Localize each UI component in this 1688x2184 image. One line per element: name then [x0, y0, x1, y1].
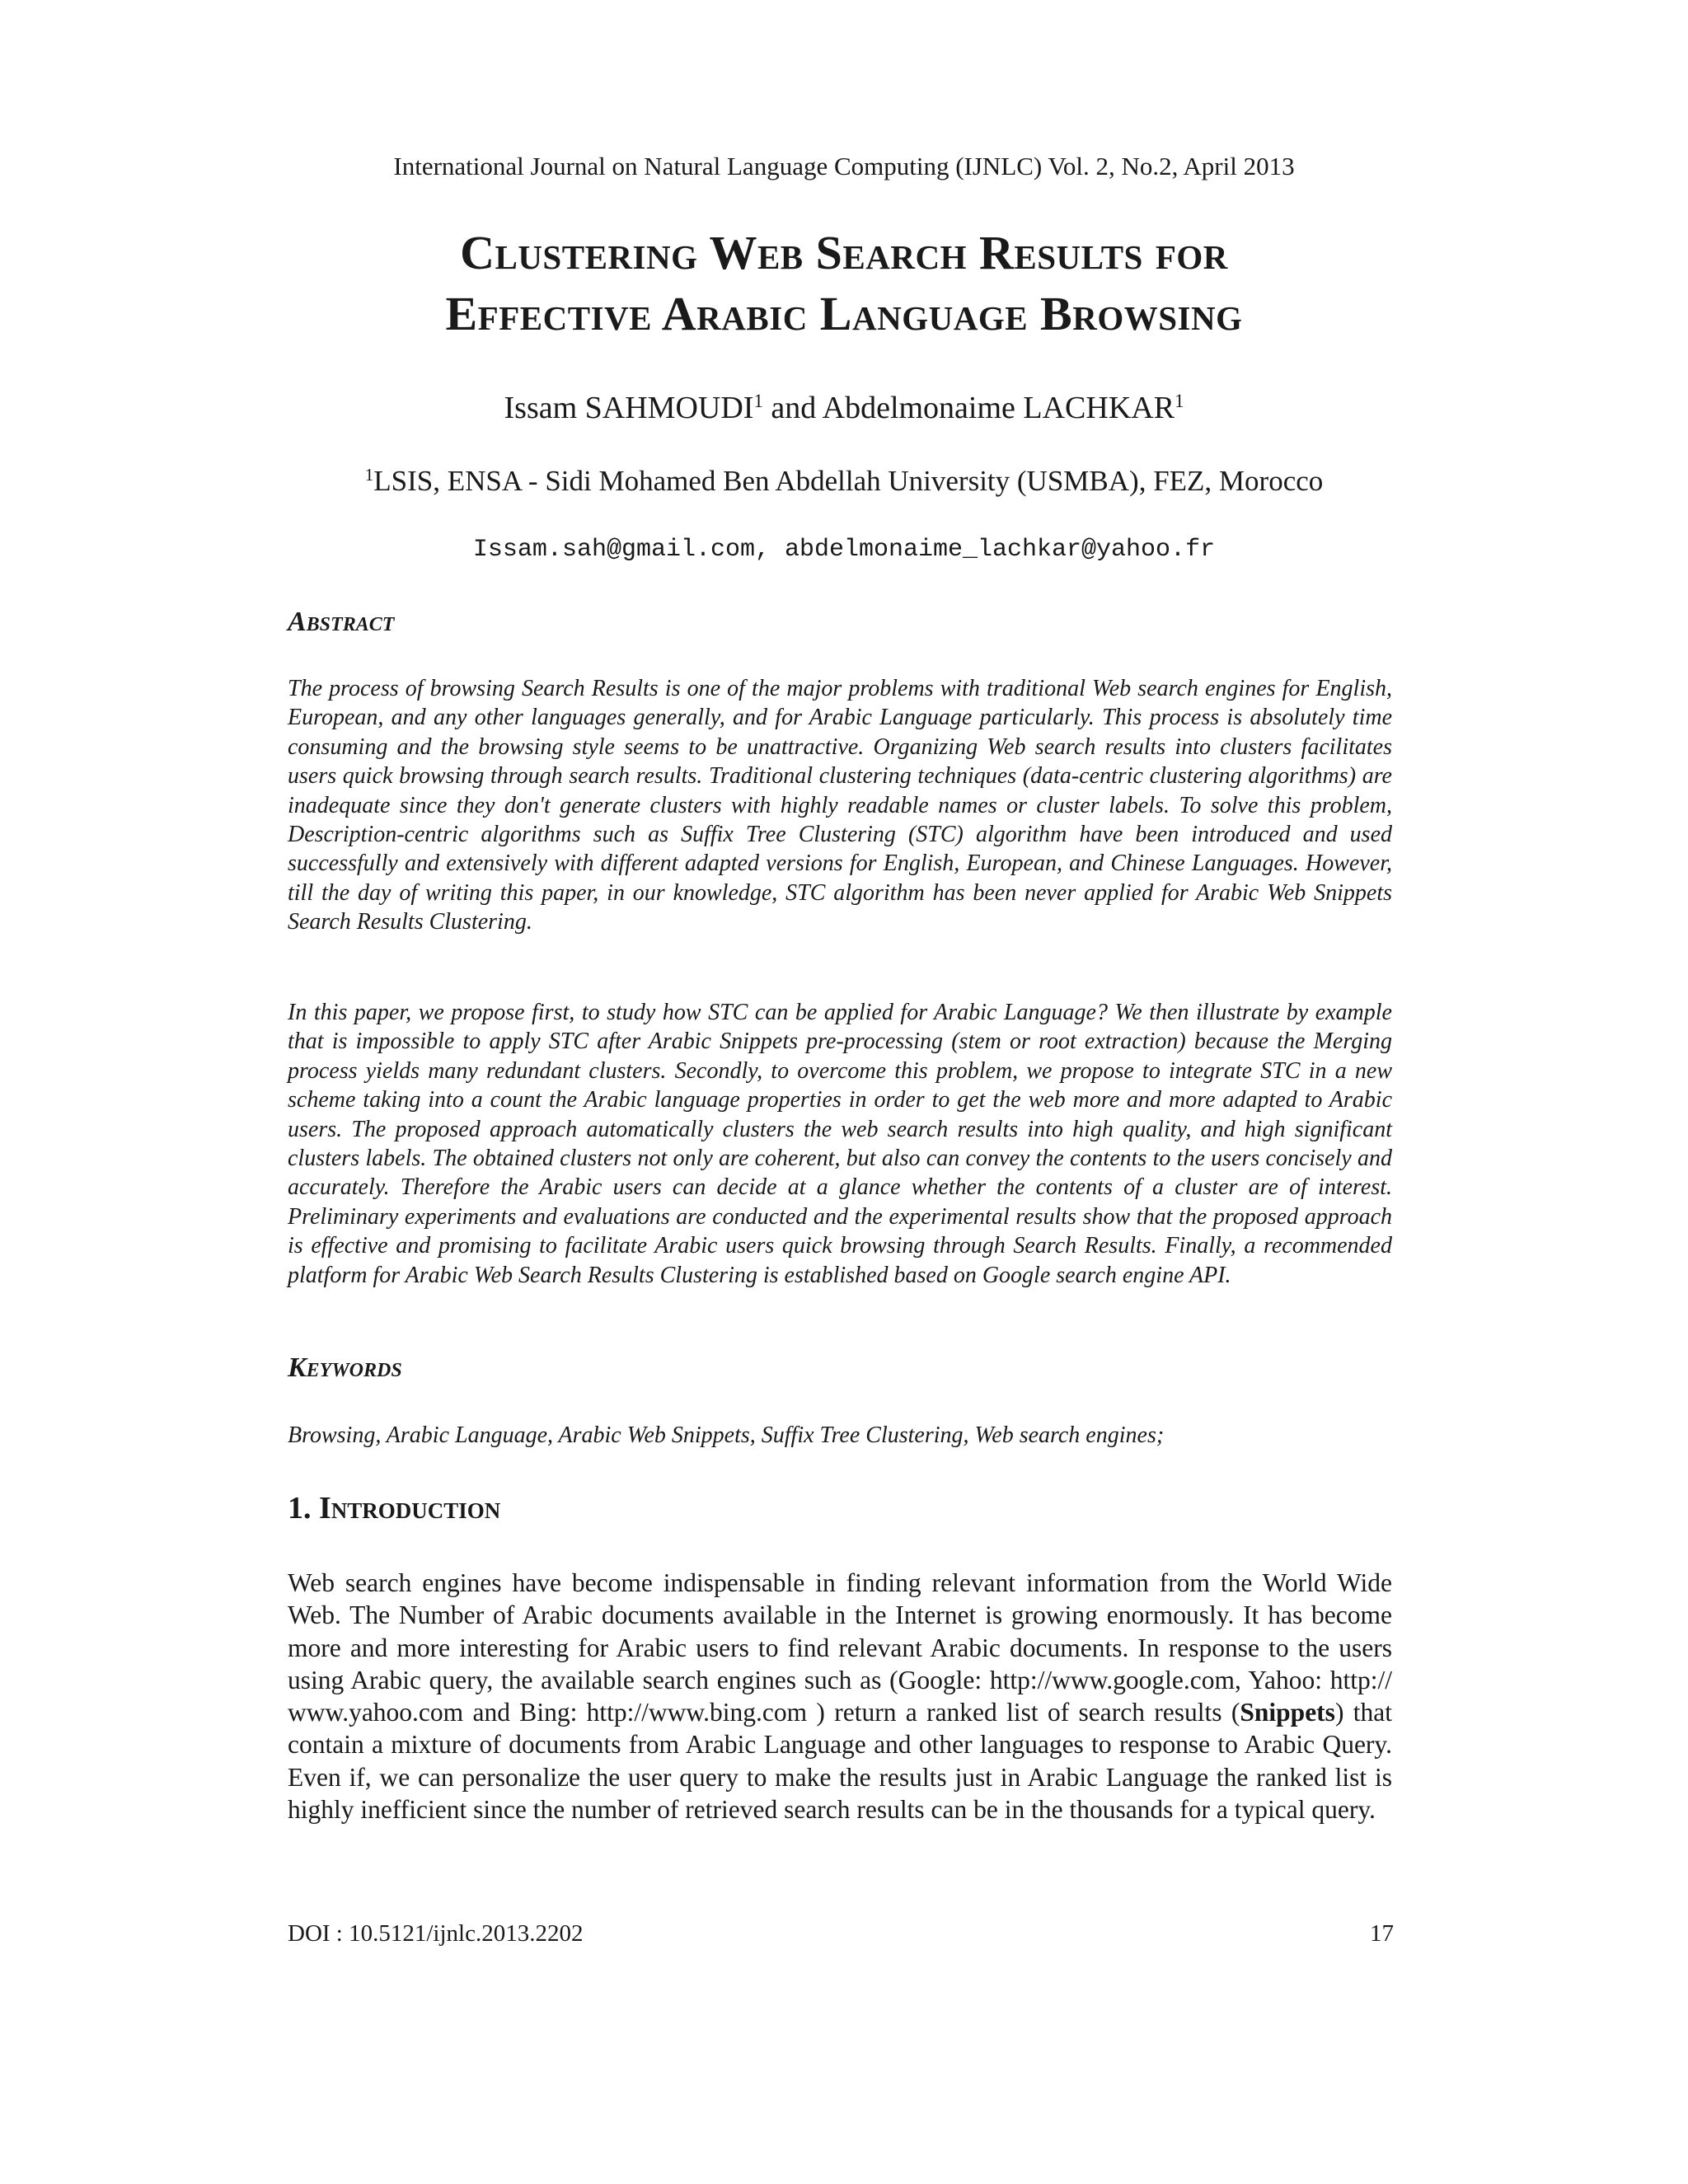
affiliation-marker: 1 — [364, 465, 374, 485]
affiliation-marker: 1 — [1175, 391, 1184, 412]
author-list — [0, 389, 1688, 427]
author-emails: Issam.sah@gmail.com, abdelmonaime_lachkar@yahoo.fr — [472, 536, 1216, 564]
keywords-heading: Keywords — [288, 1352, 402, 1383]
title-line-1: Clustering Web Search Results for — [460, 226, 1228, 279]
affiliation — [0, 463, 1688, 499]
doi: DOI : 10.5121/ijnlc.2013.2202 — [288, 1920, 584, 1947]
abstract-heading: Abstract — [288, 607, 395, 637]
introduction-paragraph — [288, 1567, 1392, 1825]
abstract-paragraph: The process of browsing Search Results is one of the major problems with traditional Web search engines for English, European, and any other languages generally, and for Arabic Language particularly. This process is absolutely time consuming and the browsing style seems to be unattractive. Organizing Web search results into clusters facilitates users quick browsing through search results. Traditional clustering techniques (data-centric clustering algorithms) are inadequate since they don't generate clusters with highly readable names or cluster labels. To solve this problem, Description-centric algorithms such as Suffix Tree Clustering (STC) algorithm have been introduced and used successfully and extensively with different adapted versions for English, European, and Chinese Languages. However, till the day of writing this paper, in our knowledge, STC algorithm has been never applied for Arabic Web Snippets Search Results Clustering. — [288, 676, 1392, 935]
running-header: International Journal on Natural Language Computing (IJNLC) Vol. 2, No.2, April 2013 — [393, 152, 1295, 180]
affiliation-text: LSIS, ENSA - Sidi Mohamed Ben Abdellah University (USMBA), FEZ, Morocco — [373, 465, 1324, 497]
author-name: and Abdelmonaime LACHKAR — [762, 391, 1175, 425]
title-line-2: Effective Arabic Language Browsing — [445, 287, 1243, 340]
keywords-text: Browsing, Arabic Language, Arabic Web Snippets, Suffix Tree Clustering, Web search engines; — [288, 1422, 1165, 1448]
introduction-text: ) that contain a mixture of documents from Arabic Language and other languages to response to Arabic Query. Even if, we can personalize the user query to make the results just in Arabic Language the ranked list is highly inefficient since the number of retrieved search results can be in the thousands for a typical query. — [288, 1698, 1392, 1825]
abstract-paragraph: In this paper, we propose first, to study how STC can be applied for Arabic Language? We then illustrate by example that is impossible to apply STC after Arabic Snippets pre-processing (stem or root extraction) because the Merging process yields many redundant clusters. Secondly, to overcome this problem, we propose to integrate STC in a new scheme taking into a count the Arabic language properties in order to get the web more and more adapted to Arabic users. The proposed approach automatically clusters the web search results into high quality, and high significant clusters labels. The obtained clusters not only are coherent, but also can convey the contents to the users concisely and accurately. Therefore the Arabic users can decide at a glance whether the contents of a cluster are of interest. Preliminary experiments and evaluations are conducted and the experimental results show that the proposed approach is effective and promising to facilitate Arabic users quick browsing through Search Results. Finally, a recommended platform for Arabic Web Search Results Clustering is established based on Google search engine API. — [288, 1000, 1392, 1288]
section-heading-introduction: 1. Introduction — [288, 1491, 501, 1526]
bold-term: Snippets — [1240, 1698, 1335, 1727]
page-number: 17 — [1370, 1920, 1394, 1947]
affiliation-marker: 1 — [753, 391, 763, 412]
paper-title — [247, 223, 1441, 344]
author-name: Issam SAHMOUDI — [504, 391, 754, 425]
introduction-text: Web search engines have become indispensable in finding relevant information from the World Wide Web. The Number of Arabic documents available in the Internet is growing enormously. It has become more and more interesting for Arabic users to find relevant Arabic documents. In response to the users using Arabic query, the available search engines such as (Google: http://www.google.com, Yahoo: http:// www.yahoo.com and Bing: http://www.bing.com ) return a ranked list of search results ( — [288, 1568, 1392, 1727]
